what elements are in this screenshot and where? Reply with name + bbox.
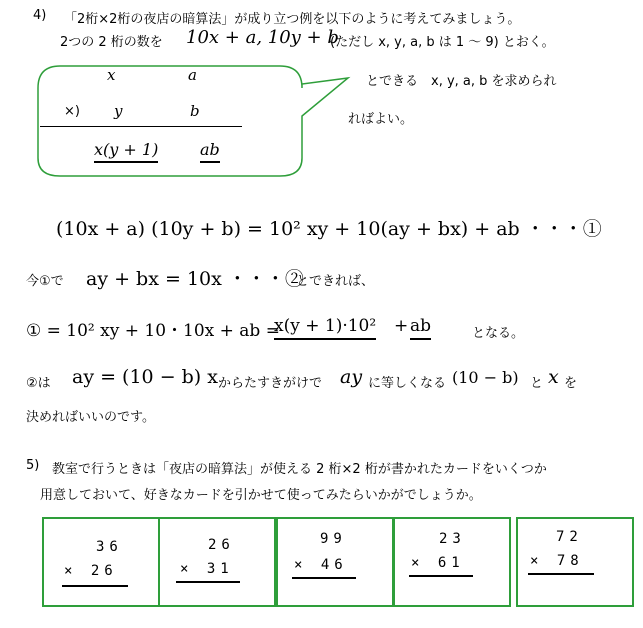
- section-4-line2-b: (ただし x, y, a, b は 1 ～ 9) とおく。: [330, 35, 555, 50]
- multiplication-card[interactable]: [393, 517, 511, 607]
- card-top-number: 23: [439, 531, 466, 547]
- section-4-line1: 「2桁×2桁の夜店の暗算法」が成り立つ例を以下のように考えてみましょう。: [64, 12, 521, 27]
- conclusion-2-x: x: [548, 366, 559, 388]
- bubble-result-2: ab: [200, 140, 220, 163]
- equation-1: (10x + a) (10y + b) = 10² xy + 10(ay + bx) + ab ・・・①: [56, 218, 602, 240]
- bubble-x: x: [107, 66, 116, 84]
- card-bottom-number: × 46: [294, 557, 348, 573]
- multiplication-card[interactable]: [276, 517, 394, 607]
- multiplication-card[interactable]: [158, 517, 276, 607]
- card-bottom-number: × 31: [180, 561, 234, 577]
- conclusion-2-mid2: に等しくなる: [368, 376, 447, 391]
- section-5-line2: 用意しておいて、好きなカードを引かせて使ってみたらいかがでしょうか。: [40, 488, 482, 503]
- conclusion-1-prefix: ① = 10² xy + 10・10x + ab =: [26, 321, 280, 341]
- bubble-times: ×): [64, 104, 80, 119]
- card-rule: [292, 577, 356, 579]
- section-5-number: 5): [26, 458, 40, 473]
- multiplication-card[interactable]: [42, 517, 160, 607]
- conclusion-2-expr: (10 − b): [452, 368, 519, 387]
- now-prefix: 今①で: [26, 274, 64, 289]
- card-top-number: 72: [556, 529, 583, 545]
- bubble-rule: [40, 126, 242, 127]
- conclusion-2-mid3: と: [530, 376, 544, 391]
- conclusion-2-ay: ay: [340, 366, 363, 388]
- now-suffix: とできれば、: [296, 274, 375, 289]
- conclusion-3: 決めればいいのです。: [26, 410, 155, 425]
- card-bottom-number: × 78: [530, 553, 584, 569]
- multiplication-card[interactable]: [516, 517, 634, 607]
- card-rule: [62, 585, 128, 587]
- card-bottom-number: × 61: [411, 555, 465, 571]
- section-4-line2-a: 2つの 2 桁の数を: [60, 35, 163, 50]
- section-4-line2-expr: 10x + a, 10y + b: [186, 27, 339, 48]
- conclusion-2-end: を: [564, 376, 578, 391]
- card-rule: [528, 573, 594, 575]
- conclusion-1-underlined-2: ab: [410, 316, 431, 340]
- card-rule: [176, 581, 240, 583]
- equation-2: ay + bx = 10x ・・・②: [86, 268, 304, 290]
- section-4-number: 4): [33, 8, 47, 23]
- bubble-y: y: [114, 102, 123, 120]
- card-bottom-number: × 26: [64, 563, 118, 579]
- card-top-number: 99: [320, 531, 347, 547]
- bubble-a: a: [188, 66, 197, 84]
- bubble-b: b: [190, 102, 200, 120]
- conclusion-2-prefix: ②は: [26, 376, 51, 391]
- conclusion-2-mid: からたすきがけで: [218, 376, 323, 391]
- card-top-number: 36: [96, 539, 123, 555]
- conclusion-1-suffix: となる。: [472, 326, 525, 341]
- card-rule: [409, 575, 473, 577]
- equation-3: ay = (10 − b) x: [72, 366, 218, 388]
- card-top-number: 26: [208, 537, 235, 553]
- bubble-side-text-2: ればよい。: [348, 112, 414, 127]
- conclusion-1-underlined-1: x(y + 1)·10²: [274, 316, 376, 340]
- section-5-line1: 教室で行うときは「夜店の暗算法」が使える 2 桁×2 桁が書かれたカードをいくつか: [52, 462, 547, 477]
- bubble-result-1: x(y + 1): [94, 140, 158, 163]
- conclusion-1-plus: +: [394, 316, 409, 336]
- bubble-side-text-1: とできる x, y, a, b を求められ: [366, 74, 557, 89]
